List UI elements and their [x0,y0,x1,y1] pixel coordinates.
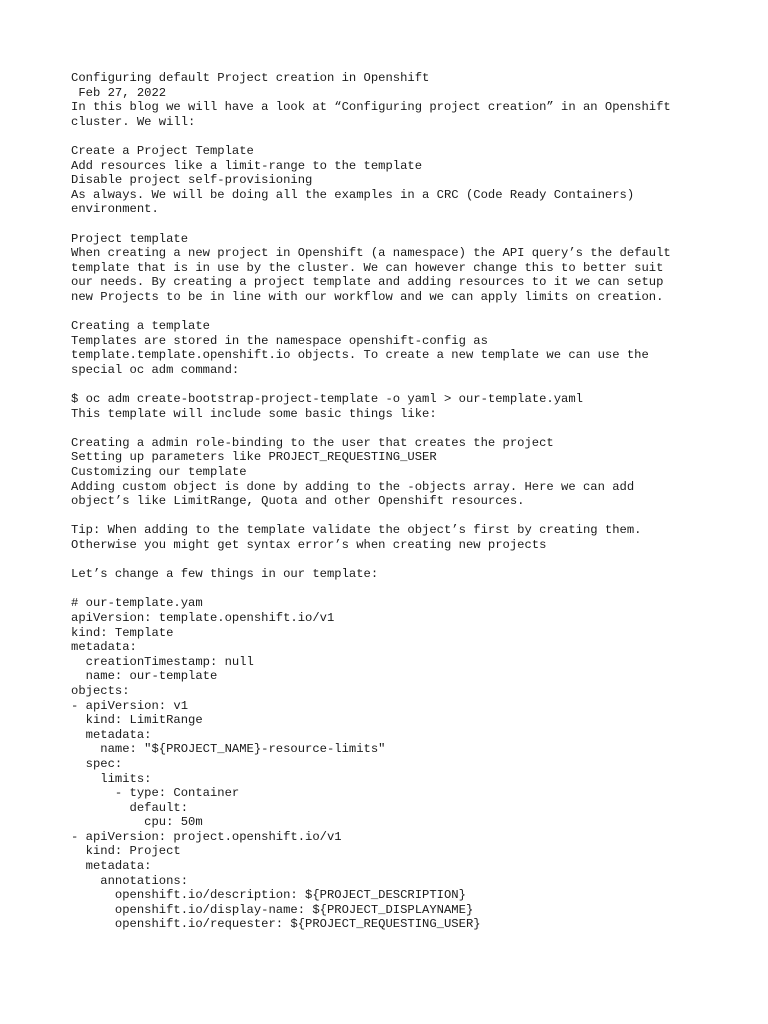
text-line: annotations: [71,873,189,888]
text-line: special oc adm command: [71,362,240,377]
text-line: objects: [71,683,130,698]
text-line: template that is in use by the cluster. We can however change this to better suit [71,260,664,275]
text-line [71,305,751,320]
text-line: openshift.io/requester: ${PROJECT_REQUESTING_USER} [71,917,481,932]
text-line: new Projects to be in line with our workflow and we can apply limits on creation. [71,289,664,304]
text-line: openshift.io/description: ${PROJECT_DESCRIPTION} [71,888,466,903]
text-line: cluster. We will: [71,114,196,129]
text-line: template.template.openshift.io objects. To create a new template we can use the [71,348,649,363]
text-line: cpu: 50m [71,815,203,830]
text-line [71,421,751,436]
text-line: $ oc adm create-bootstrap-project-template -o yaml > our-template.yaml [71,392,583,407]
text-line: - type: Container [71,786,240,801]
text-line: Create a Project Template [71,143,254,158]
document-body [71,71,751,932]
text-line: - apiVersion: project.openshift.io/v1 [71,829,342,844]
text-line: openshift.io/display-name: ${PROJECT_DISPLAYNAME} [71,902,474,917]
document-text [71,100,751,932]
text-line: default: [71,800,189,815]
text-line [71,553,751,568]
text-line: Customizing our template [71,465,247,480]
text-line: As always. We will be doing all the examples in a CRC (Code Ready Containers) [71,187,635,202]
text-line: Add resources like a limit-range to the template [71,158,423,173]
text-line: name: our-template [71,669,218,684]
text-line [71,217,751,232]
text-line: apiVersion: template.openshift.io/v1 [71,610,335,625]
document-date: Feb 27, 2022 [71,85,167,100]
text-line [71,582,751,597]
text-line: name: "${PROJECT_NAME}-resource-limits" [71,742,386,757]
text-line: This template will include some basic things like: [71,406,437,421]
text-line: In this blog we will have a look at “Configuring project creation” in an Openshift [71,100,671,115]
text-line: metadata: [71,640,137,655]
text-line [71,509,751,524]
text-line: Otherwise you might get syntax error’s when creating new projects [71,538,547,552]
text-line: spec: [71,756,123,771]
text-line: metadata: [71,859,152,874]
text-line: Tip: When adding to the template validate the object’s first by creating them. [71,523,642,538]
document-title: Configuring default Project creation in Openshift [71,71,430,85]
text-line: environment. [71,202,159,217]
text-line: Let’s change a few things in our template: [71,567,379,582]
text-line: Setting up parameters like PROJECT_REQUESTING_USER [71,450,437,465]
text-line: - apiVersion: v1 [71,698,189,713]
text-line: Creating a template [71,319,210,334]
text-line: object’s like LimitRange, Quota and other Openshift resources. [71,494,525,509]
text-line: creationTimestamp: null [71,654,254,669]
text-line: our needs. By creating a project template and adding resources to it we can setup [71,275,664,290]
text-line: Creating a admin role-binding to the user that creates the project [71,435,554,450]
text-line: kind: Project [71,844,181,859]
text-line: metadata: [71,727,152,742]
text-line: Adding custom object is done by adding to the -objects array. Here we can add [71,479,635,494]
text-line [71,377,751,392]
text-line: kind: Template [71,625,174,640]
text-line: # our-template.yam [71,596,203,611]
text-line: Templates are stored in the namespace openshift-config as [71,333,488,348]
text-line: kind: LimitRange [71,713,203,728]
text-line: When creating a new project in Openshift (a namespace) the API query’s the default [71,246,671,261]
text-line: Project template [71,231,189,246]
text-line: limits: [71,771,152,786]
text-line [71,129,751,144]
text-line: Disable project self-provisioning [71,173,313,188]
